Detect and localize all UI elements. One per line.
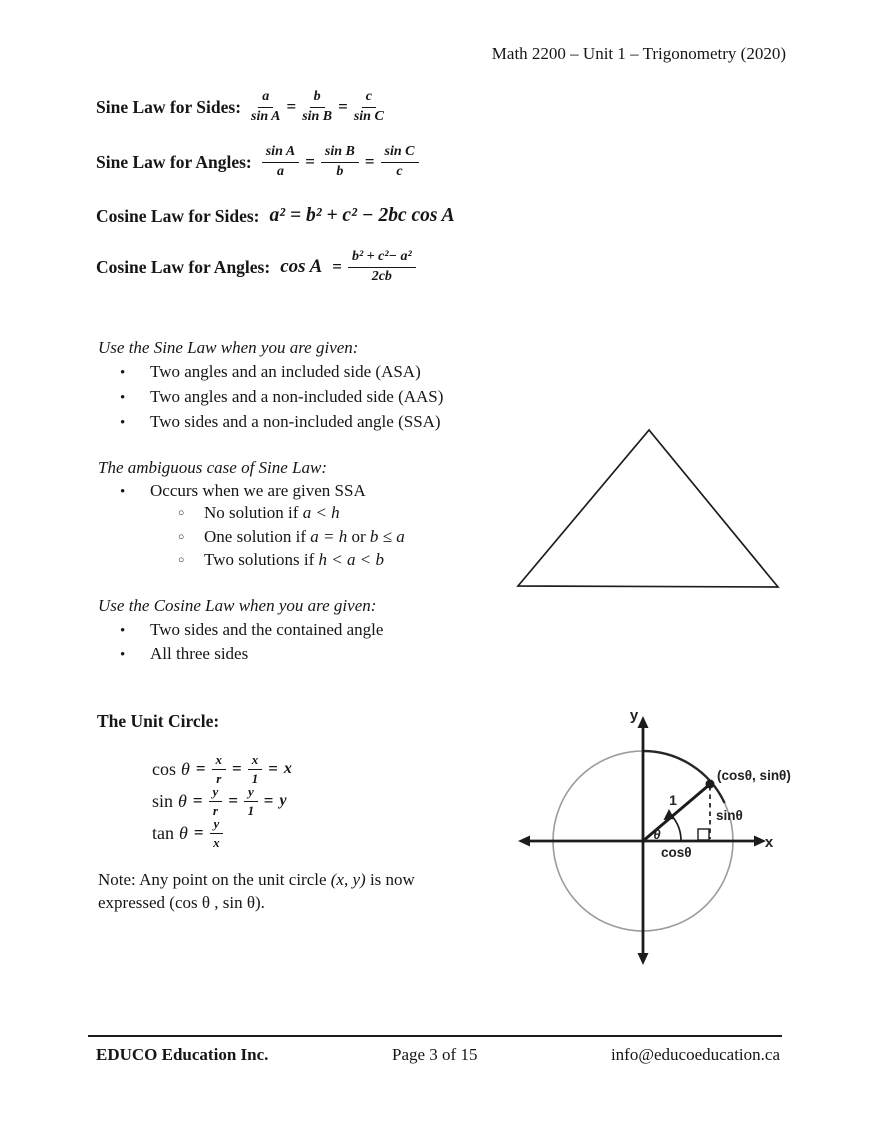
list-item bbox=[120, 644, 248, 664]
list-item-text: Two angles and an included side (ASA) bbox=[150, 362, 421, 381]
fraction: $\frac{x}{1}$ bbox=[248, 753, 263, 785]
formula-text: a² = b² + c² − 2bc cos A bbox=[269, 205, 455, 226]
list-item bbox=[120, 387, 443, 407]
sine-label: sinθ bbox=[716, 808, 743, 823]
bullet-icon: • bbox=[120, 623, 126, 639]
formula-sine-law-sides bbox=[96, 90, 384, 124]
fraction: $\frac{a}{\text{sin A}}$ bbox=[251, 89, 281, 124]
formula-label: Sine Law for Sides: bbox=[96, 96, 242, 117]
x-axis-left-arrow-icon bbox=[518, 836, 530, 847]
point-coordinates-label: (cosθ, sinθ) bbox=[717, 768, 791, 783]
fraction: $\frac{c}{\text{sin C}}$ bbox=[353, 89, 384, 124]
y-axis-label: y bbox=[629, 707, 639, 724]
fraction: $\frac{y}{r}$ bbox=[209, 785, 223, 817]
note-line-1: Note: Any point on the unit circle (x, y) is now bbox=[98, 870, 415, 889]
bullet-icon: • bbox=[120, 365, 126, 381]
section-heading-sine-law-use: Use the Sine Law when you are given: bbox=[98, 338, 359, 357]
formula-label: Cosine Law for Sides: bbox=[96, 205, 260, 226]
list-item bbox=[120, 362, 421, 382]
unit-circle-figure bbox=[505, 700, 810, 985]
circle-bullet-icon: ○ bbox=[178, 555, 185, 566]
theta-symbol: θ bbox=[178, 790, 187, 811]
equals-sign: = bbox=[364, 152, 375, 172]
list-item-text: One solution if a = h or b ≤ a bbox=[204, 527, 405, 546]
equals-sign: = bbox=[192, 791, 203, 811]
equals-sign: = bbox=[193, 823, 204, 843]
list-item-text: Two solutions if h < a < b bbox=[204, 550, 384, 569]
fraction: $\frac{y}{1}$ bbox=[244, 785, 258, 817]
triangle-shape bbox=[518, 430, 778, 587]
equation-result: y bbox=[279, 792, 287, 810]
formula-sine-law-angles bbox=[96, 145, 419, 179]
theta-symbol: θ bbox=[181, 758, 190, 779]
fraction: $\frac{y}{x}$ bbox=[210, 817, 224, 849]
list-item-text: Two sides and the contained angle bbox=[150, 620, 384, 639]
bullet-icon: • bbox=[120, 390, 126, 406]
angle-arc bbox=[672, 816, 682, 842]
equation-tan: tan θ = $\frac{y}{x}$ bbox=[152, 817, 223, 849]
x-axis-label: x bbox=[764, 834, 774, 851]
fraction: $\frac{\text{sin C}}{c}$ bbox=[381, 145, 419, 179]
note-line-2: expressed (cos θ , sin θ). bbox=[98, 893, 265, 912]
list-item-text: No solution if a < h bbox=[204, 503, 340, 522]
footer-page-number: Page 3 of 15 bbox=[392, 1045, 478, 1064]
list-item-text: Two angles and a non-included side (AAS) bbox=[150, 387, 444, 406]
fraction: $\frac{\text{sin B}}{b}$ bbox=[321, 145, 359, 179]
equals-sign: = bbox=[338, 97, 348, 117]
footer-divider bbox=[88, 1035, 782, 1037]
fraction: $\frac{b}{\text{sin B}}$ bbox=[302, 89, 333, 124]
y-axis-bottom-arrow-icon bbox=[638, 953, 649, 965]
equals-sign: = bbox=[195, 759, 206, 779]
sub-list-item bbox=[178, 503, 340, 523]
theta-symbol: θ bbox=[179, 822, 188, 843]
formula-lead: cos A bbox=[280, 256, 323, 278]
equals-sign: = bbox=[268, 759, 278, 779]
formula-cosine-law-sides bbox=[96, 205, 455, 227]
equals-sign: = bbox=[305, 152, 315, 172]
equals-sign: = bbox=[332, 257, 342, 277]
footer-email: info@educoeducation.ca bbox=[610, 1045, 780, 1064]
equation-result: x bbox=[283, 760, 292, 778]
section-heading-cosine-law-use: Use the Cosine Law when you are given: bbox=[98, 596, 377, 615]
equation-sin: sin θ = $\frac{y}{r}$ = $\frac{y}{1}$ = y bbox=[152, 784, 287, 818]
equals-sign: = bbox=[232, 759, 242, 779]
equation-cos: cos θ = $\frac{x}{r}$ = $\frac{x}{1}$ = x bbox=[152, 752, 292, 786]
y-axis-top-arrow-icon bbox=[638, 716, 649, 728]
equals-sign: = bbox=[228, 791, 239, 811]
footer-company: EDUCO Education Inc. bbox=[96, 1045, 269, 1064]
formula-label: Sine Law for Angles: bbox=[96, 151, 252, 172]
bullet-icon: • bbox=[120, 415, 126, 431]
equals-sign: = bbox=[263, 791, 274, 811]
section-heading-unit-circle: The Unit Circle: bbox=[97, 711, 220, 731]
formula-cosine-law-angles bbox=[96, 250, 416, 284]
list-item-text: Two sides and a non-included angle (SSA) bbox=[150, 412, 441, 431]
theta-angle-label: θ bbox=[653, 827, 661, 842]
list-item bbox=[120, 481, 366, 501]
sub-list-item bbox=[178, 527, 405, 547]
fraction: $\frac{\text{b² + c²− a²}}{2cb}$ bbox=[348, 250, 416, 284]
equals-sign: = bbox=[286, 97, 297, 117]
list-item-text: All three sides bbox=[150, 644, 249, 663]
right-angle-mark bbox=[698, 829, 709, 840]
bullet-icon: • bbox=[120, 647, 126, 663]
bullet-icon: • bbox=[120, 484, 126, 500]
list-item-text: Occurs when we are given SSA bbox=[150, 481, 366, 500]
fraction: $\frac{x}{r}$ bbox=[212, 753, 227, 785]
circle-bullet-icon: ○ bbox=[178, 508, 185, 519]
sub-list-item bbox=[178, 550, 384, 570]
triangle-figure bbox=[505, 418, 793, 596]
unit-circle-dark-arc bbox=[643, 751, 725, 803]
radius-length-label: 1 bbox=[669, 792, 677, 808]
section-heading-ambiguous-case: The ambiguous case of Sine Law: bbox=[98, 458, 328, 477]
page-header: Math 2200 – Unit 1 – Trigonometry (2020) bbox=[491, 44, 786, 63]
circle-bullet-icon: ○ bbox=[178, 532, 185, 543]
fraction: $\frac{\text{sin A}}{a}$ bbox=[262, 145, 299, 179]
cosine-label: cosθ bbox=[661, 845, 692, 860]
formula-label: Cosine Law for Angles: bbox=[96, 256, 271, 277]
list-item bbox=[120, 412, 441, 432]
list-item bbox=[120, 620, 383, 640]
